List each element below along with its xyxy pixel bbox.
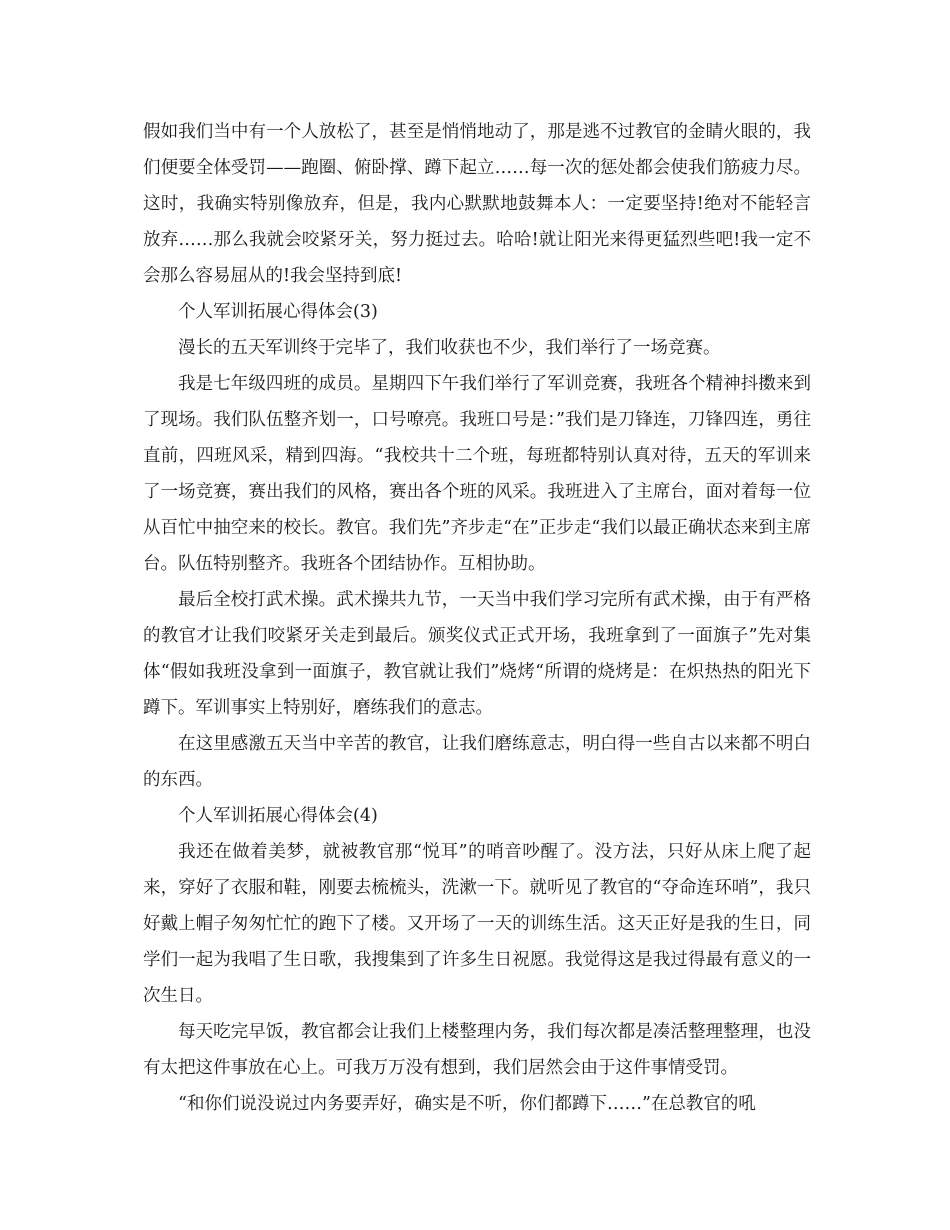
paragraph-7: 每天吃完早饭，教官都会让我们上楼整理内务，我们每次都是凑活整理整理，也没有太把这件事放在心上。可我万万没有想到，我们居然会由于这件事情受罚。 — [143, 1022, 811, 1078]
paragraph-5: 在这里感激五天当中辛苦的教官，让我们磨练意志，明白得一些自古以来都不明白的东西。 — [143, 734, 811, 790]
paragraph-2: 漫长的五天军训终于完毕了，我们收获也不少，我们举行了一场竞赛。 — [178, 338, 721, 358]
section-heading-3: 个人军训拓展心得体会(3) — [178, 302, 378, 322]
paragraph-3: 我是七年级四班的成员。星期四下午我们举行了军训竞赛，我班各个精神抖擞来到了现场。我们队伍整齐划一，口号嘹亮。我班口号是：”我们是刀锋连，刀锋四连，勇往直前，四班风采，精到四海。“我校共十二个班，每班都特别认真对待，五天的军训来了一场竞赛，赛出我们的风格，赛出各个班的风采。我班进入了主席台，面对着每一位从百忙中抽空来的校长。教官。我们先”齐步走“在”正步走“我们以最正确状态来到主席台。队伍特别整齐。我班各个团结协作。互相协助。 — [143, 374, 811, 574]
paragraph-4: 最后全校打武术操。武术操共九节，一天当中我们学习完所有武术操，由于有严格的教官才让我们咬紧牙关走到最后。颁奖仪式正式开场，我班拿到了一面旗子”先对集体“假如我班没拿到一面旗子，教官就让我们”烧烤“所谓的烧烤是：在炽热热的阳光下蹲下。军训事实上特别好，磨练我们的意志。 — [143, 590, 811, 718]
section-heading-4: 个人军训拓展心得体会(4) — [178, 806, 378, 826]
document-page — [143, 114, 811, 1122]
paragraph-1: 假如我们当中有一个人放松了，甚至是悄悄地动了，那是逃不过教官的金睛火眼的，我们便要全体受罚——跑圈、俯卧撑、蹲下起立……每一次的惩处都会使我们筋疲力尽。这时，我确实特别像放弃，但是，我内心默默地鼓舞本人：一定要坚持!绝对不能轻言放弃……那么我就会咬紧牙关，努力挺过去。哈哈!就让阳光来得更猛烈些吧!我一定不会那么容易屈从的!我会坚持到底! — [143, 122, 811, 286]
paragraph-8: “和你们说没说过内务要弄好，确实是不听，你们都蹲下……”在总教官的吼 — [178, 1094, 756, 1114]
paragraph-6: 我还在做着美梦，就被教官那“悦耳”的哨音吵醒了。没方法，只好从床上爬了起来，穿好了衣服和鞋，刚要去梳梳头，洗漱一下。就听见了教官的“夺命连环哨”，我只好戴上帽子匆匆忙忙的跑下了楼。又开场了一天的训练生活。这天正好是我的生日，同学们一起为我唱了生日歌，我搜集到了许多生日祝愿。我觉得这是我过得最有意义的一次生日。 — [143, 842, 811, 1006]
